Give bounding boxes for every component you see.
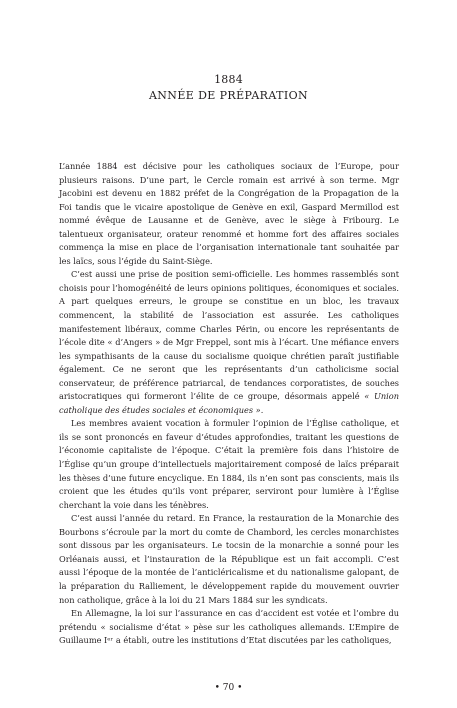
chapter-year: 1884	[214, 73, 243, 86]
paragraph-2	[59, 268, 399, 417]
paragraph-2-text: C’est aussi une prise de position semi-officielle. Les hommes rassemblés sont choisis pour l’homogénéité de leurs opinions politiques, économiques et sociales. A part quelques erreurs, le groupe se constitue en un bloc, les travaux commencent, la stabilité de l’association est assurée. Les catholiques manifestement libéraux, comme Charles Périn, ou encore les représentants de l’école dite « d’Angers » de Mgr Freppel, sont mis à l’écart. Une méfiance envers les sympathisants de la cause du socialisme quoique chrétien paraît justifiable également. Ce ne seront que les représentants d’un catholicisme social conservateur, de préférence patriarcal, de tendances corporatistes, de souches aristocratiques qui formeront l’élite de ce groupe, désormais appelé	[59, 269, 399, 402]
body-text	[59, 160, 399, 648]
paragraph-1: L’année 1884 est décisive pour les catholiques sociaux de l’Europe, pour plusieurs raisons. D’une part, le Cercle romain est arrivé à son terme. Mgr Jacobini est devenu en 1882 préfet de la Congrégation de la Propagation de la Foi tandis que le vicaire apostolique de Genève en exil, Gaspard Mermillod est nommé évêque de Lausanne et de Genève, avec le siège à Fribourg. Le talentueux organisateur, orateur renommé et homme fort des affaires sociales commença la mise en place de l’organisation internationale tant souhaitée par les laïcs, sous l’égide du Saint-Siège.	[59, 161, 399, 266]
chapter-heading	[0, 72, 457, 104]
paragraph-5: En Allemagne, la loi sur l’assurance en cas d’accident est votée et l’ombre du prétendu « socialisme d’état » pèse sur les catholiques allemands. L’Empire de Guillaume Iᵉʳ a établi, outre les institutions d’Etat discutées par les catholiques,	[59, 608, 399, 646]
page-number: • 70 •	[214, 683, 243, 693]
paragraph-4: C’est aussi l’année du retard. En France, la restauration de la Monarchie des Bourbons s’écroule par la mort du comte de Chambord, les cercles monarchistes sont dissous par les organisateurs. Le tocsin de la monarchie a sonné pour les Orléanais aussi, et l’instauration de la République est un fait accompli. C’est aussi l’époque de la montée de l’anticléricalisme et du nationalisme galopant, de la préparation du Ralliement, le développement rapide du mouvement ouvrier non catholique, grâce à la loi du 21 Mars 1884 sur les syndicats.	[59, 513, 399, 605]
paragraph-2-italic-title: « Union catholique des études sociales et économiques ».	[59, 391, 399, 415]
paragraph-3: Les membres avaient vocation à formuler l’opinion de l’Église catholique, et ils se sont prononcés en faveur d’études approfondies, traitant les questions de l’économie capitaliste de l’époque. C’était la première fois dans l’histoire de l’Église qu’un groupe d’intellectuels majoritairement composé de laïcs préparait les thèses d’une future encyclique. En 1884, ils n’en sont pas conscients, mais ils croient que les études qu’ils vont préparer, serviront pour lumière à l’Église cherchant la voie dans les ténèbres.	[59, 418, 399, 510]
chapter-title: ANNÉE DE PRÉPARATION	[148, 89, 309, 102]
